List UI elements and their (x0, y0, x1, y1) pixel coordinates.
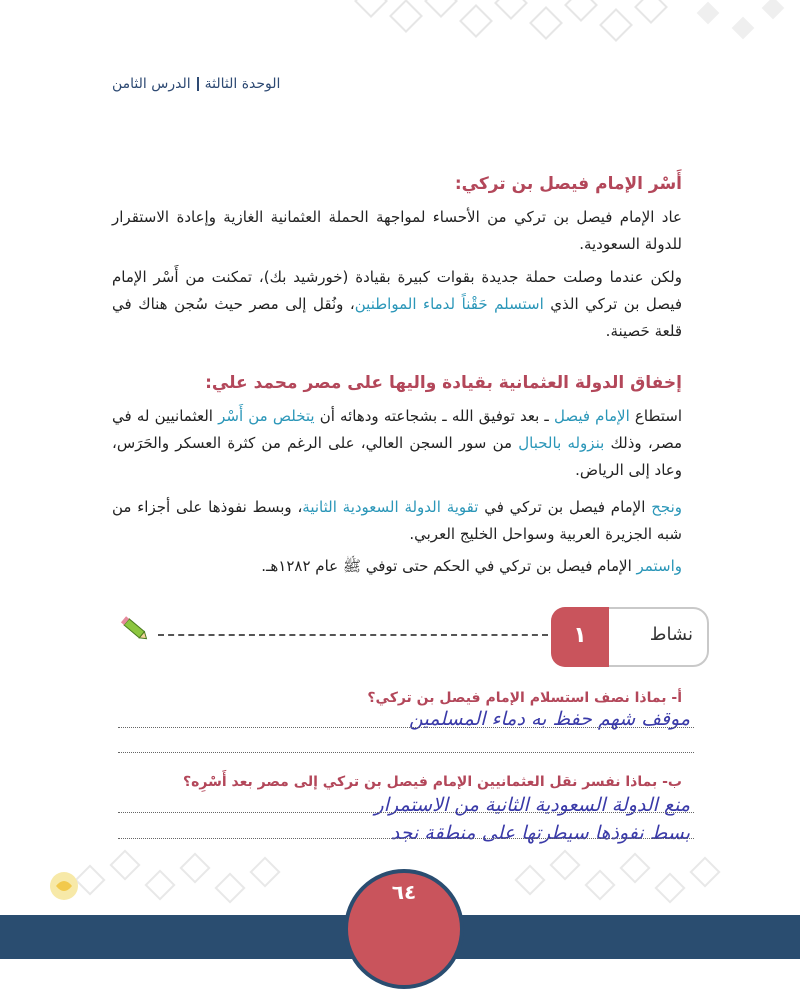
section-title-capture: أَسْر الإمام فيصل بن تركي: (454, 174, 682, 194)
answer-line (118, 812, 694, 813)
activity-badge (551, 607, 709, 667)
answer-line (118, 752, 694, 753)
answer-line (118, 838, 694, 839)
highlight-ropes: بنزوله بالحبال (518, 434, 605, 452)
section-title-ottoman-failure: إخفاق الدولة العثمانية بقيادة واليها على مصر محمد علي: (205, 373, 682, 393)
activity-dashed-line (158, 634, 548, 636)
highlight-imam: الإمام فيصل (553, 407, 630, 425)
decorative-pattern-top (0, 0, 800, 70)
escape-text-c: العثمانيين له في مصر، وذلك (112, 407, 682, 452)
highlight-continued: واستمر (636, 557, 682, 575)
success-text-c: ، وبسط نفوذها على أجزاء من شبه الجزيرة العربية وسواحل الخليج العربي. (112, 498, 682, 543)
paragraph-return: عاد الإمام فيصل بن تركي من الأحساء لمواجهة الحملة العثمانية الغازية وإعادة الاستقرار للدولة السعودية. (112, 208, 682, 253)
question-a: أ- بماذا نصف استسلام الإمام فيصل بن تركي؟ (367, 690, 682, 706)
answer-line (118, 727, 694, 728)
header-divider (197, 77, 199, 91)
paragraph-capture (112, 264, 682, 345)
answer-b-line2[interactable]: بسط نفوذها سيطرتها على منطقة نجد (390, 822, 690, 844)
capture-text-b: ، ونُقل إلى مصر حيث سُجن هناك في قلعة حَصينة. (112, 295, 682, 340)
unit-label: الوحدة الثالثة (204, 76, 281, 92)
continued-text: الإمام فيصل بن تركي في الحكم حتى توفي ﷺ عام ١٢٨٢هـ. (261, 557, 637, 575)
capture-text-a: ولكن عندما وصلت حملة جديدة بقوات كبيرة بقيادة (خورشيد بك)، تمكنت من أَسْر الإمام فيصل بن تركي الذي (112, 268, 682, 313)
success-text-b: الإمام فيصل بن تركي في (478, 498, 652, 516)
pencil-icon (118, 612, 152, 646)
escape-text-a: استطاع (629, 407, 683, 425)
page-number: ٦٤ (391, 880, 417, 904)
answer-a-line1[interactable]: موقف شهم حفظ به دماء المسلمين (409, 708, 690, 730)
highlight-strengthen: تقوية الدولة السعودية الثانية (302, 498, 479, 516)
escape-text-b: ـ بعد توفيق الله ـ بشجاعته ودهائه أن (314, 407, 554, 425)
highlight-succeeded: ونجح (651, 498, 682, 516)
question-b: ب- بماذا نفسر نقل العثمانيين الإمام فيصل بن تركي إلى مصر بعد أَسْرِه؟ (183, 774, 682, 790)
highlight-surrender: استسلم حَقْناً لدماء المواطنين (354, 295, 544, 313)
logo-icon (44, 866, 84, 906)
answer-b-line1[interactable]: منع الدولة السعودية الثانية من الاستمرار (374, 794, 690, 816)
activity-number: ١ (551, 607, 609, 667)
page-header (112, 76, 332, 98)
paragraph-escape (112, 403, 682, 484)
escape-text-d: من سور السجن العالي، على الرغم من كثرة العسكر والحَرَس، وعاد إلى الرياض. (112, 434, 682, 479)
paragraph-success (112, 494, 682, 548)
highlight-escape: يتخلص من أَسْر (218, 407, 315, 425)
lesson-label: الدرس الثامن (112, 76, 191, 92)
activity-label: نشاط (649, 624, 693, 645)
paragraph-continued (112, 553, 682, 580)
